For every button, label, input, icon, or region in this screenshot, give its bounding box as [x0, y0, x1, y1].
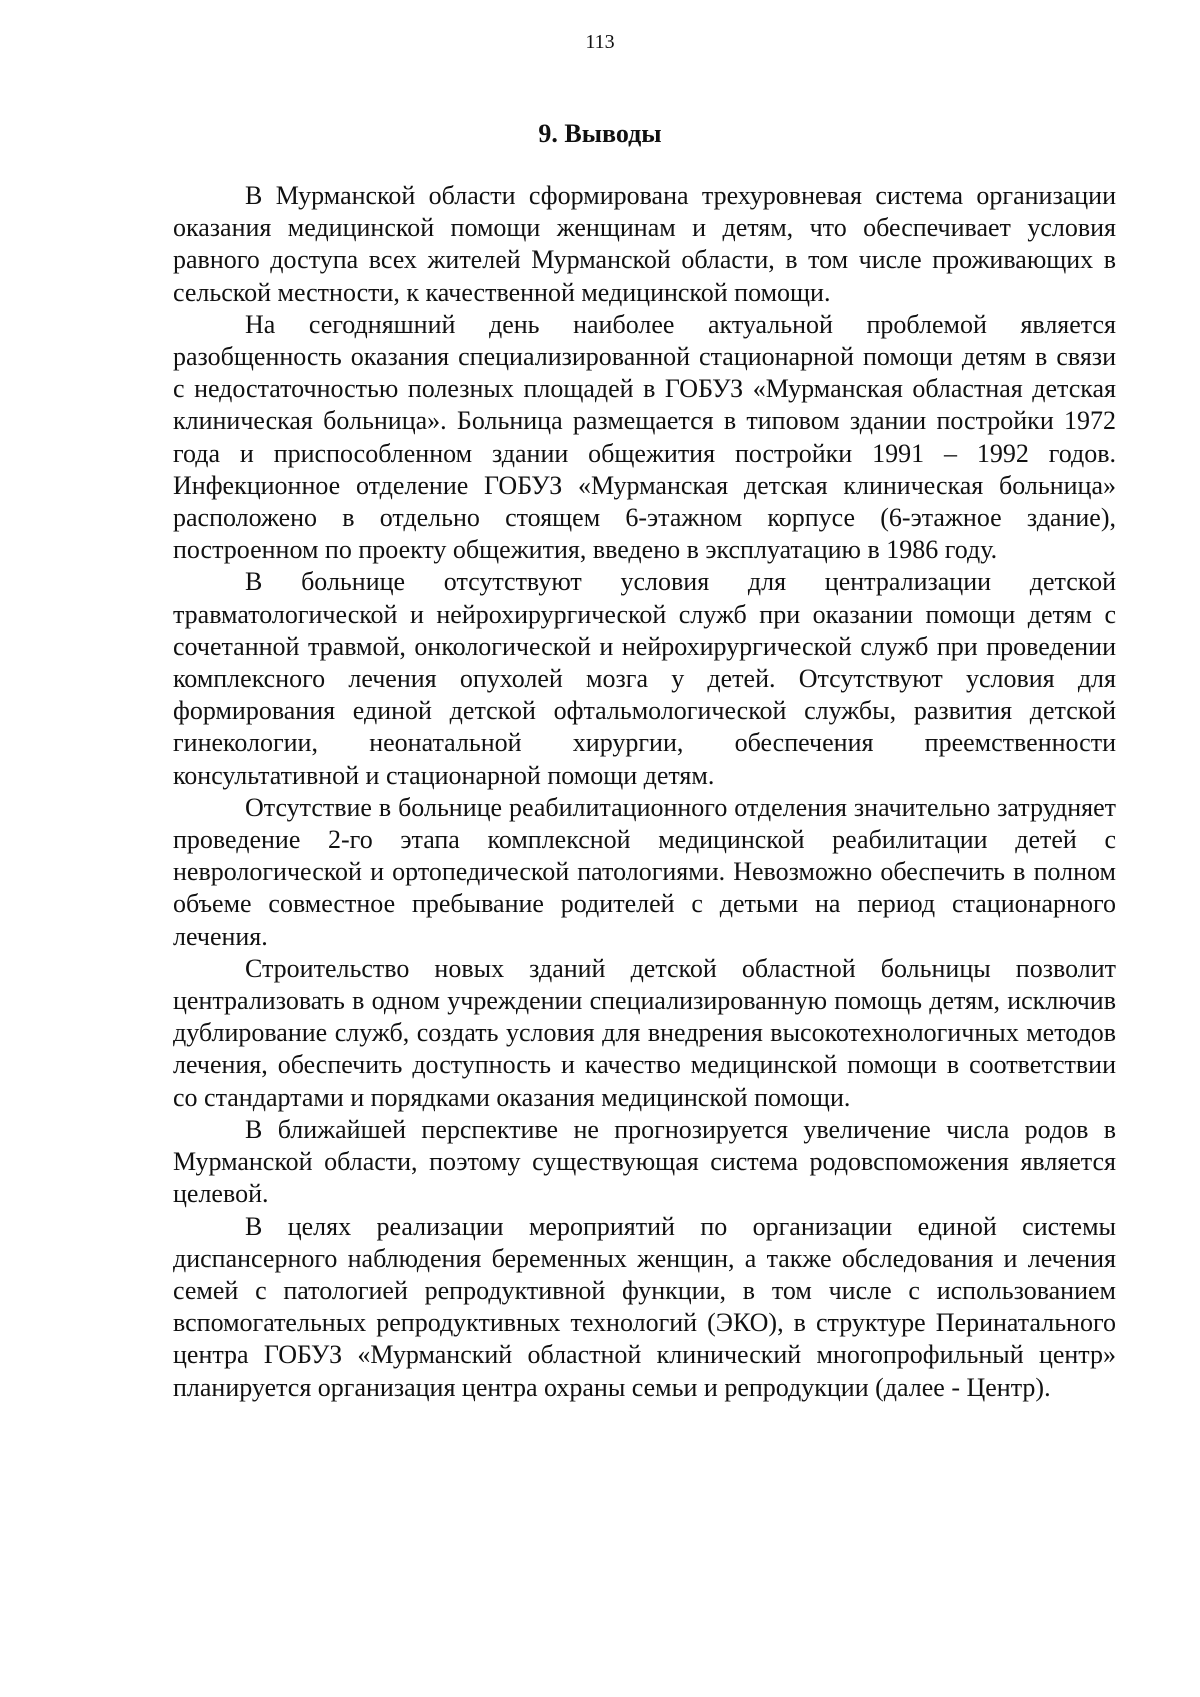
- paragraph-3: В больнице отсутствуют условия для централизации детской травматологической и нейрохирургической служб при оказании помощи детям с сочетанной травмой, онкологической и нейрохирургической служб при проведении комплексного лечения опухолей мозга у детей. Отсутствуют условия для формирования единой детской офтальмологической службы, развития детской гинекологии, неонатальной хирургии, обеспечения преемственности консультативной и стационарной помощи детям.: [173, 567, 1116, 790]
- section-title: 9. Выводы: [538, 119, 662, 148]
- paragraph-7: В целях реализации мероприятий по организации единой системы диспансерного наблюдения беременных женщин, а также обследования и лечения семей с патологией репродуктивной функции, в том числе с использованием вспомогательных репродуктивных технологий (ЭКО), в структуре Перинатального центра ГОБУЗ «Мурманский областной клинический многопрофильный центр» планируется организация центра охраны семьи и репродукции (далее - Центр).: [173, 1211, 1116, 1402]
- page-number: 113: [585, 31, 615, 53]
- paragraph-4: Отсутствие в больнице реабилитационного отделения значительно затрудняет проведение 2-го этапа комплексной медицинской реабилитации детей с неврологической и ортопедической патологиями. Невозможно обеспечить в полном объеме совместное пребывание родителей с детьми на период стационарного лечения.: [173, 792, 1116, 951]
- paragraph-1: В Мурманской области сформирована трехуровневая система организации оказания медицинской помощи женщинам и детям, что обеспечивает условия равного доступа всех жителей Мурманской области, в том числе проживающих в сельской местности, к качественной медицинской помощи.: [173, 181, 1116, 307]
- paragraph-2: На сегодняшний день наиболее актуальной проблемой является разобщенность оказания специализированной стационарной помощи детям в связи с недостаточностью полезных площадей в ГОБУЗ «Мурманская областная детская клиническая больница». Больница размещается в типовом здании постройки 1972 года и приспособленном здании общежития постройки 1991 – 1992 годов. Инфекционное отделение ГОБУЗ «Мурманская детская клиническая больница» расположено в отдельно стоящем 6-этажном корпусе (6-этажное здание), построенном по проекту общежития, введено в эксплуатацию в 1986 году.: [173, 309, 1116, 565]
- paragraph-6: В ближайшей перспективе не прогнозируется увеличение числа родов в Мурманской области, поэтому существующая система родовспоможения является целевой.: [173, 1114, 1116, 1209]
- body-text: [173, 180, 1116, 1404]
- paragraph-5: Строительство новых зданий детской областной больницы позволит централизовать в одном учреждении специализированную помощь детям, исключив дублирование служб, создать условия для внедрения высокотехнологичных методов лечения, обеспечить доступность и качество медицинской помощи в соответствии со стандартами и порядками оказания медицинской помощи.: [173, 953, 1116, 1112]
